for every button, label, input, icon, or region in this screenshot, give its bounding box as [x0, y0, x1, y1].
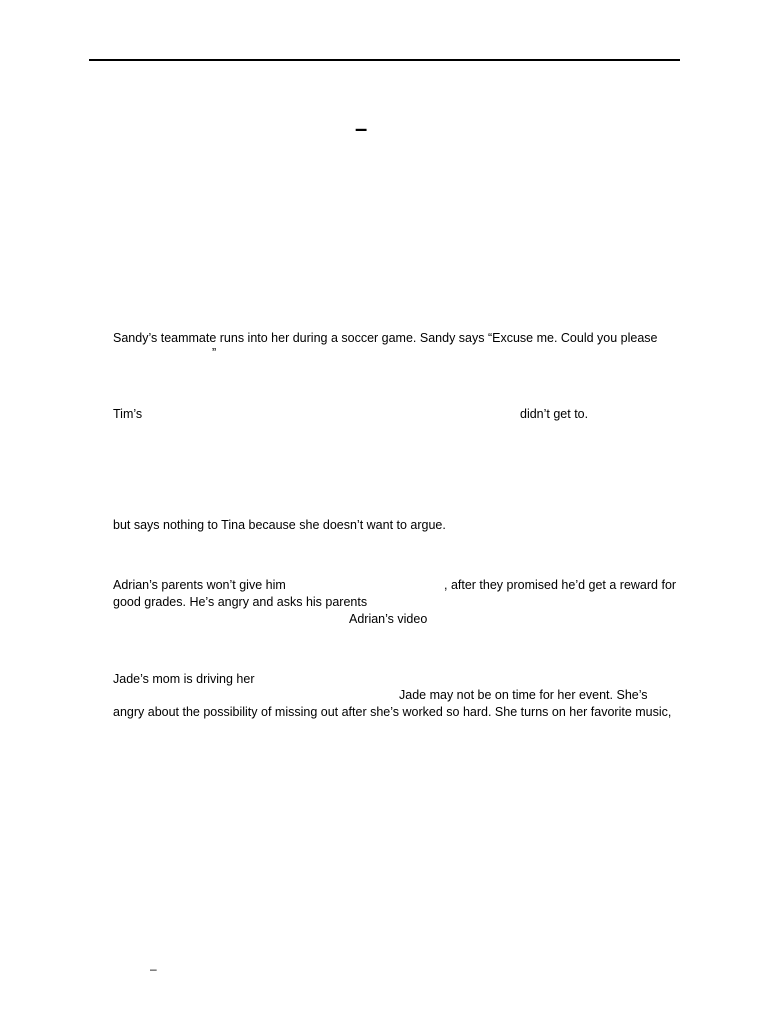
- jade-scenario-line-3: angry about the possibility of missing out after she’s worked so hard. She turns on her favorite music,: [113, 705, 672, 719]
- jade-scenario-line-2: Jade may not be on time for her event. She’s: [399, 688, 648, 702]
- sandy-scenario-line-1: Sandy’s teammate runs into her during a soccer game. Sandy says “Excuse me. Could you please: [113, 331, 658, 345]
- jade-scenario-line-1: Jade’s mom is driving her: [113, 672, 255, 686]
- adrian-scenario-line-3: Adrian’s video: [349, 612, 428, 626]
- adrian-scenario-line-1-start: Adrian’s parents won’t give him: [113, 578, 286, 592]
- tina-scenario-line: but says nothing to Tina because she doesn’t want to argue.: [113, 518, 446, 532]
- adrian-scenario-line-2: good grades. He’s angry and asks his parents: [113, 595, 368, 609]
- tim-scenario-start: Tim’s: [113, 407, 143, 421]
- adrian-scenario-line-1-end: , after they promised he’d get a reward for: [444, 578, 677, 592]
- page-title: –: [355, 116, 368, 141]
- sandy-scenario-line-2: ”: [212, 346, 217, 360]
- footer-mark: –: [150, 962, 157, 976]
- tim-scenario-end: didn’t get to.: [520, 407, 589, 421]
- header-rule: [89, 59, 680, 61]
